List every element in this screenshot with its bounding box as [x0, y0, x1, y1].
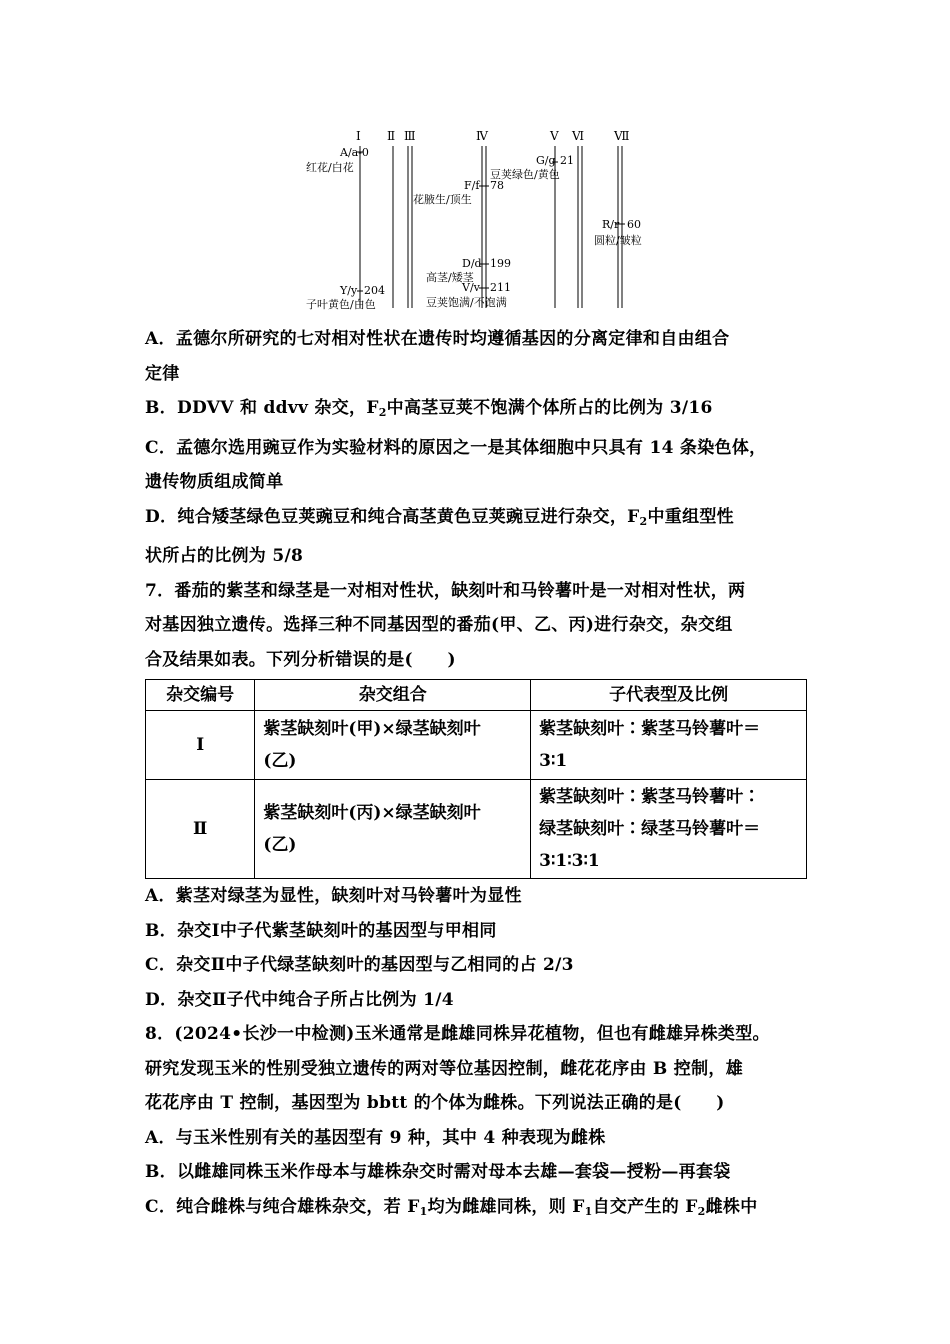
q6-option-a-line1: A．孟德尔所研究的七对相对性状在遗传时均遵循基因的分离定律和自由组合	[145, 329, 730, 349]
gene-trait-a: 红花/白花	[306, 161, 354, 174]
q6-option-d-line1: D．纯合矮茎绿色豆荚豌豆和纯合高茎黄色豆荚豌豆进行杂交，$F_2$中重组型性	[145, 506, 734, 528]
table-header-row	[146, 680, 807, 711]
gene-pos-r: 60	[627, 218, 641, 231]
q7-cross-table	[145, 679, 807, 879]
q8-stem-line2: 研究发现玉米的性别受独立遗传的两对等位基因控制，雌花花序由 B 控制，雄	[145, 1058, 744, 1079]
gene-pos-g: 21	[560, 154, 574, 167]
chromosome-map-svg	[300, 126, 650, 312]
q7-option-a: A．紫茎对绿茎为显性，缺刻叶对马铃薯叶为显性	[145, 886, 522, 906]
gene-locus-r: R/r	[602, 218, 620, 231]
gene-pos-v: 211	[490, 281, 511, 294]
q8-option-a: A．与玉米性别有关的基因型有 9 种，其中 4 种表现为雌株	[145, 1127, 606, 1148]
cell-id: Ⅱ	[146, 780, 255, 879]
gene-locus-v: V/v	[462, 281, 480, 294]
chromosome-label-6: Ⅵ	[572, 129, 585, 143]
cell-result: 紫茎缺刻叶∶紫茎马铃薯叶∶ 绿茎缺刻叶∶绿茎马铃薯叶＝ 3∶1∶3∶1	[531, 780, 807, 879]
q8-stem-line3: 花花序由 T 控制，基因型为 bbtt 的个体为雌株。下列说法正确的是( )	[145, 1093, 725, 1113]
chromosome-label-3: Ⅲ	[404, 129, 416, 143]
chromosome-label-4: Ⅳ	[476, 129, 488, 143]
q6-option-c-line2: 遗传物质组成简单	[145, 472, 284, 492]
q8-option-c: C．纯合雌株与纯合雄株杂交，若 $F_1$均为雌雄同株，则 $F_1$自交产生的 $F_2$雌株中	[145, 1196, 758, 1218]
chromosome-label-7: Ⅶ	[614, 129, 630, 143]
header-offspring: 子代表型及比例	[531, 680, 807, 711]
question-content	[145, 322, 825, 1229]
q7-stem-line3: 合及结果如表。下列分析错误的是( )	[145, 649, 456, 670]
chromosome-label-2: Ⅱ	[387, 129, 396, 143]
q8-stem-line1: 8．(2024•长沙一中检测)玉米通常是雌雄同株异花植物，但也有雌雄异株类型。	[145, 1024, 770, 1044]
q6-option-c-line1: C．孟德尔选用豌豆作为实验材料的原因之一是其体细胞中只具有 14 条染色体，	[145, 437, 767, 458]
gene-locus-d: D/d	[462, 257, 482, 270]
q7-option-c: C．杂交Ⅱ中子代绿茎缺刻叶的基因型与乙相同的占 2/3	[145, 955, 574, 975]
gene-locus-a: A/a-0	[340, 146, 369, 159]
gene-locus-y: Y/y	[340, 284, 358, 297]
gene-pos-y: 204	[364, 284, 385, 297]
q7-stem-line2: 对基因独立遗传。选择三种不同基因型的番茄(甲、乙、丙)进行杂交，杂交组	[145, 615, 733, 635]
cell-id: Ⅰ	[146, 711, 255, 780]
gene-trait-y: 子叶黄色/白色	[306, 298, 376, 311]
q7-stem-line1: 7．番茄的紫茎和绿茎是一对相对性状，缺刻叶和马铃薯叶是一对相对性状，两	[145, 580, 746, 601]
gene-locus-g: G/g	[536, 154, 556, 167]
gene-trait-g: 豆荚绿色/黄色	[490, 168, 560, 181]
header-cross-id: 杂交编号	[146, 680, 255, 711]
chromosome-label-1: Ⅰ	[356, 129, 361, 143]
q7-option-d: D．杂交Ⅱ子代中纯合子所占比例为 1/4	[145, 989, 454, 1010]
cell-cross: 紫茎缺刻叶(丙)×绿茎缺刻叶 (乙)	[255, 780, 531, 879]
gene-trait-d: 高茎/矮茎	[426, 271, 474, 284]
q6-option-a-line2: 定律	[145, 363, 180, 384]
header-cross-combo: 杂交组合	[255, 680, 531, 711]
chromosome-label-5: Ⅴ	[550, 129, 559, 143]
gene-trait-r: 圆粒/皱粒	[594, 234, 642, 247]
q6-option-d-line2: 状所占的比例为 5/8	[145, 546, 304, 566]
q7-option-b: B．杂交Ⅰ中子代紫茎缺刻叶的基因型与甲相同	[145, 920, 497, 941]
table-row	[146, 780, 807, 879]
q8-option-b: B．以雌雄同株玉米作母本与雄株杂交时需对母本去雄—套袋—授粉—再套袋	[145, 1162, 731, 1182]
cell-cross: 紫茎缺刻叶(甲)×绿茎缺刻叶 (乙)	[255, 711, 531, 780]
gene-pos-d: 199	[490, 257, 511, 270]
table-row	[146, 711, 807, 780]
gene-trait-f: 花腋生/顶生	[413, 193, 472, 206]
cell-result: 紫茎缺刻叶∶紫茎马铃薯叶＝ 3∶1	[531, 711, 807, 780]
gene-trait-v: 豆荚饱满/不饱满	[426, 296, 507, 309]
q6-option-b: B．DDVV 和 ddvv 杂交，$F_2$中高茎豆荚不饱满个体所占的比例为 3/16	[145, 398, 713, 419]
gene-locus-f: F/f	[464, 179, 480, 192]
gene-pos-f: 78	[490, 179, 504, 192]
chromosome-map-diagram	[300, 126, 650, 312]
